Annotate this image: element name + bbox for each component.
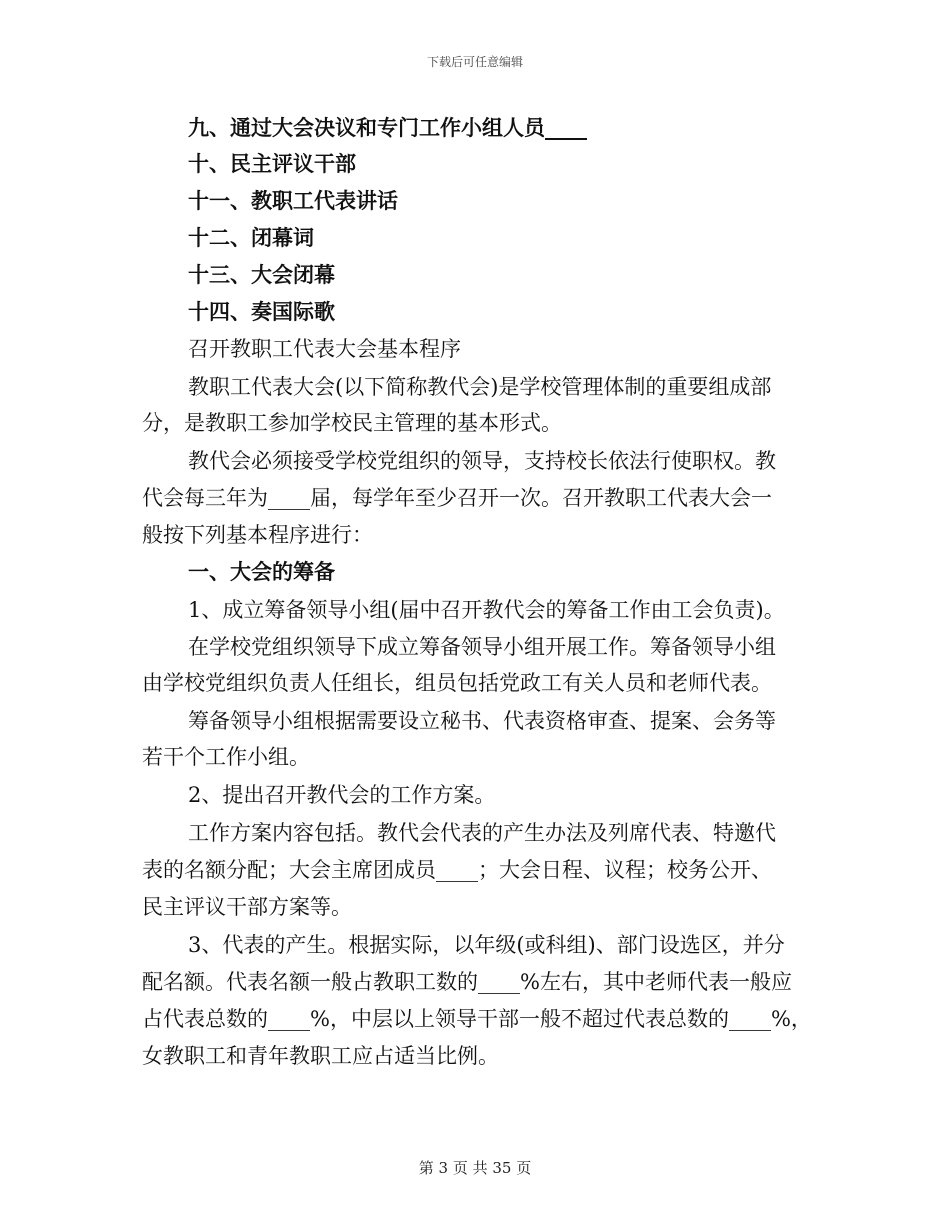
agenda-item-10: 十、民主评议干部	[188, 151, 356, 176]
paragraph-line: 般按下列基本程序进行：	[142, 523, 373, 547]
paragraph-line: 民主评议干部方案等。	[142, 895, 352, 919]
agenda-item-14: 十四、奏国际歌	[188, 299, 335, 324]
paragraph-line: 1、成立筹备领导小组(届中召开教代会的筹备工作由工会负责)。	[188, 598, 785, 622]
paragraph-line: 3、代表的产生。根据实际，以年级(或科组)、部门设选区，并分	[188, 933, 785, 957]
paragraph-line: 配名额。代表名额一般占教职工数的____%左右，其中老师代表一般应	[142, 970, 792, 994]
paragraph-line: 表的名额分配；大会主席团成员____；大会日程、议程；校务公开、	[142, 858, 772, 882]
agenda-item-12: 十二、闭幕词	[188, 225, 314, 250]
paragraph-line: 占代表总数的____%，中层以上领导干部一般不超过代表总数的____%，	[142, 1007, 812, 1031]
paragraph-line: 筹备领导小组根据需要设立秘书、代表资格审查、提案、会务等	[188, 709, 776, 733]
paragraph-line: 工作方案内容包括。教代会代表的产生办法及列席代表、特邀代	[188, 821, 776, 845]
paragraph-line: 教职工代表大会(以下简称教代会)是学校管理体制的重要组成部	[188, 375, 772, 399]
paragraph-line: 若干个工作小组。	[142, 745, 310, 769]
paragraph-line: 2、提出召开教代会的工作方案。	[188, 783, 496, 807]
paragraph-line: 分，是教职工参加学校民主管理的基本形式。	[142, 411, 562, 435]
agenda-item-13: 十三、大会闭幕	[188, 262, 335, 287]
paragraph-line: 代会每三年为____届，每学年至少召开一次。召开教职工代表大会一	[142, 486, 772, 510]
page-footer: 第 3 页 共 35 页	[418, 1159, 532, 1177]
paragraph-line: 教代会必须接受学校党组织的领导，支持校长依法行使职权。教	[188, 449, 776, 473]
paragraph-line: 由学校党组织负责人任组长，组员包括党政工有关人员和老师代表。	[142, 671, 772, 695]
paragraph-line: 在学校党组织领导下成立筹备领导小组开展工作。筹备领导小组	[188, 635, 776, 659]
agenda-item-9: 九、通过大会决议和专门工作小组人员____	[188, 115, 587, 140]
section-title: 召开教职工代表大会基本程序	[188, 337, 461, 361]
subheading: 一、大会的筹备	[188, 559, 335, 584]
paragraph-line: 女教职工和青年教职工应占适当比例。	[142, 1044, 499, 1068]
agenda-item-11: 十一、教职工代表讲话	[188, 188, 398, 213]
page-header: 下载后可任意编辑	[426, 55, 523, 69]
